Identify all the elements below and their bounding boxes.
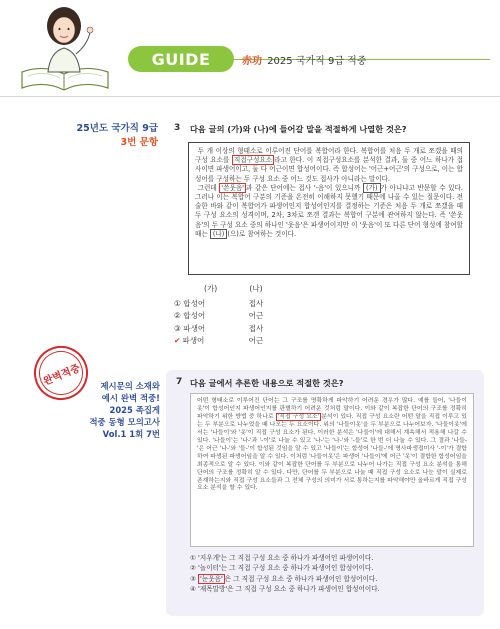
option-number: ③ xyxy=(174,323,181,333)
q2-source-line: 2025 족집게 xyxy=(109,405,160,415)
q2-source xyxy=(62,380,160,440)
brand-name: 赤功 xyxy=(242,56,262,67)
q1-option-row-correct xyxy=(174,335,314,348)
option-b: 어근 xyxy=(248,336,264,346)
q1-para1-b: 라고 한다. 이 직접구성요소를 분석한 결과, 둘 중 어느 하나가 접사이면 파생어이고, 둘 다 어근이면 합성어이다. 즉 합성어는 '어근+어근'의 구성으로, 이는 합성어를 구성하는 두 구성 요소 중 어느 것도 접사가 아니라는 말이다. xyxy=(195,156,463,183)
q1-blank-ga: (가) xyxy=(363,183,381,193)
option-text: '놀이터'는 그 직접 구성 요소 중 하나가 파생어인 합성어이다. xyxy=(198,564,374,573)
header-title xyxy=(242,52,367,67)
q1-highlight-word: '쓴웃음' xyxy=(221,183,244,192)
q1-col-ga: (가) xyxy=(204,284,218,293)
q1-option-row xyxy=(174,310,314,323)
option-a: 합성어 xyxy=(183,298,206,308)
option-text: 은 그 직접 구성 요소 중 하나가 파생어인 합성어이다. xyxy=(224,574,378,583)
q1-source-line1: 25년도 국가직 9급 xyxy=(76,123,158,134)
q1-col-na: (나) xyxy=(249,284,263,293)
option-text: '지우개'는 그 직접 구성 요소 중 하나가 파생어인 파생어이다. xyxy=(198,554,374,562)
q1-options-header xyxy=(174,283,314,294)
check-mark-icon: ✔ xyxy=(174,336,181,346)
teacher-illustration xyxy=(14,2,114,94)
option-b: 어근 xyxy=(248,311,264,321)
option-text: '재목말방'은 그 직접 구성 요소 중 하나가 파생어인 합성어이다. xyxy=(198,584,380,593)
q2-option xyxy=(190,574,480,584)
option-b: 접사 xyxy=(248,323,264,333)
q2-passage xyxy=(190,393,474,547)
q2-source-line: 적중 동형 모의고사 xyxy=(89,417,160,427)
q1-passage xyxy=(188,142,470,275)
option-number: ④ xyxy=(190,584,196,593)
q2-highlight-term: '직접 구성 요소' xyxy=(277,413,320,420)
page-header xyxy=(0,0,500,98)
option-number: ③ xyxy=(190,574,196,583)
q1-para2-c: 가 아니냐고 반문할 수 있다. 그러나 이는 복합어 구분의 기준을 온전히 이해하지 못했기 때문에 나올 수 있는 질문이다. 전술한 바와 같이 복합어가 파생어인지 합성어인지를 결정하는 기준은 처음 두 개로 쪼갰을 때 두 구성 요소의 성격이며, 2차, 3차로 쪼갠 결과는 복합어 구분에 관여하지 않는다. 즉 '쓴웃음'의 두 구성 요소 중의 하나인 '웃음'은 파생어이지만 이 '웃음'이 또 다른 단어 형성에 참여할 때는 xyxy=(195,183,463,238)
q1-option-row xyxy=(174,322,314,335)
q1-number: 3 xyxy=(174,123,181,133)
option-number: ② xyxy=(174,311,181,321)
q1-para2-d: (으)로 참여하는 것이다. xyxy=(227,229,297,238)
q1-option-row xyxy=(174,297,314,310)
option-b: 접사 xyxy=(248,298,264,308)
q2-option xyxy=(190,584,480,594)
option-number: ② xyxy=(190,564,196,573)
header-subtitle: 2025 국가직 9급 적중 xyxy=(267,56,367,67)
q2-option xyxy=(190,553,480,563)
option-number: ① xyxy=(190,554,196,562)
q1-para2-a: 그런데 xyxy=(197,183,220,192)
q1-source-line2: 3번 문항 xyxy=(120,137,158,148)
q2-source-line: Vol.1 1회 7번 xyxy=(102,429,160,439)
q1-options xyxy=(174,283,314,347)
guide-badge: GUIDE xyxy=(128,46,234,72)
q2-title: 다음 글에서 추론한 내용으로 적절한 것은? xyxy=(190,378,344,388)
q2-option xyxy=(190,563,480,573)
option-a: 파생어 xyxy=(182,336,205,346)
stamp-text: 완벽적중 xyxy=(32,344,89,401)
header-divider xyxy=(0,96,500,97)
option-a: 합성어 xyxy=(183,311,206,321)
q2-source-line: 제시문의 소재와 xyxy=(100,381,160,391)
q2-number: 7 xyxy=(176,377,183,387)
q1-para2-b: 과 같은 단어에는 접사 '-음'이 있으니까 xyxy=(246,183,363,192)
q1-source xyxy=(62,122,158,150)
q1-para1-a: 두 개 이상의 형태소로 이루어진 단어를 복합어라 한다. 복합어를 처음 두 개로 쪼갰을 때의 구성 요소를 xyxy=(195,147,463,165)
option-number: ① xyxy=(174,298,181,308)
q2-passage-b: 분석이 있다. 직접 구성 요소란 어떤 말을 직접 이루고 있는 두 부분으로 나누었을 때 나오는 두 요소이다. 위의 '나들이옷'을 두 부분으로 나누어보자. '나들이옷'에서는 '나들이'와 '옷'이 직접 구성 요소가 된다. 이러한 분석은 '나들이'에 대해서 계속해서 적용해 나갈 수 있다. '나들이'는 '나-'과 '-이'로 나눌 수 있고 '나-'는 '나-'와 '-들'로 한 번 더 나눌 수 있다. 그 결과 '나들-'은 어근 '나-'와 '들-'이 합성된 것임을 알 수 있고 '나들이'는 합성어 '나들-'에 명사파생접미사 '-이'가 결합하여 파생된 파생어임을 알 수 있다. 이처럼 '나들이옷'은 파생어 '나들이'에 어근 '옷'이 결합한 합성어임을 최종적으로 알 수 있다. 이와 같이 복잡한 단어를 두 부분으로 나누어 나가는 직접 구성 요소 분석을 통해 단어의 구조를 정확히 알 수 있다. 다만, 단어를 두 부분으로 나눌 때 직접 구성 요소로 나눈 말이 실제로 존재하는지와 직접 구성 요소들과 그 전체 구성의 의미가 서로 통하는지를 파악해야만 올바르게 직접 구성 요소 분석을 할 수 있다. xyxy=(197,413,467,492)
q1-blank-na: (나) xyxy=(210,229,228,239)
option-a: 파생어 xyxy=(183,323,206,333)
q2-passage-a: 어떤 형태소로 이루어진 단어는 그 구조를 명확하게 파악하기 어려운 경우가 많다. 예를 들어, '나들이옷'이 합성어인지 파생어인지를 판별하기 어려운 것처럼 말이다. 이와 같이 복잡한 단어의 구조를 정확히 파악하기 위한 방법 중 하나로 xyxy=(197,398,467,420)
q1-title: 다음 글의 (가)와 (나)에 들어갈 말을 적절하게 나열한 것은? xyxy=(190,124,407,134)
q1-highlight-term: 직접구성요소 xyxy=(233,156,273,165)
q2-source-line: 예시 완벽 적중! xyxy=(101,393,160,403)
q2-options xyxy=(190,553,480,594)
option-highlight: '눈웃음' xyxy=(200,574,223,583)
